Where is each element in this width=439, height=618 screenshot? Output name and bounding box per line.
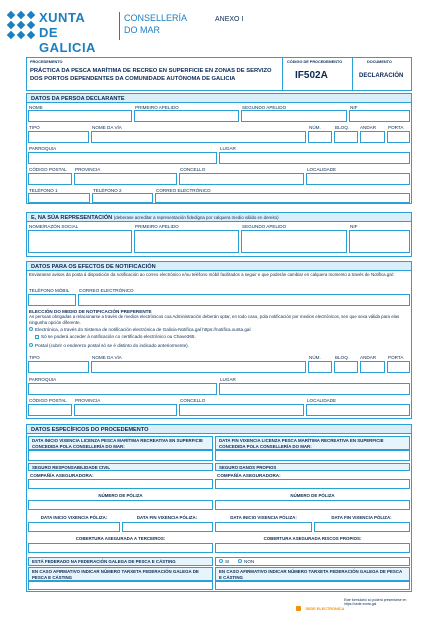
representative-title: E, NA SÚA REPRESENTACIÓN — [31, 215, 113, 221]
federated-yes-radio[interactable] — [219, 559, 223, 563]
rep-nif-field[interactable] — [349, 230, 410, 253]
tipo-label: TIPO — [29, 125, 40, 130]
start2-label: DATA INICIO VIXENCIA PÓLIZA: — [230, 515, 297, 520]
segundo-apelido-label: SEGUNDO APELIDO — [242, 105, 287, 110]
num-field[interactable] — [308, 131, 332, 143]
bloq-field[interactable] — [334, 131, 358, 143]
end1-field[interactable] — [122, 522, 213, 532]
rep-primeiro-apelido-label: PRIMEIRO APELIDO — [135, 224, 179, 229]
option-electronic-label: Electrónica, a través do Sistema de notificación electrónica de Galicia-Notifica.gal https://notifica.xunta.gal — [35, 327, 251, 332]
andar-field[interactable] — [360, 131, 385, 143]
nome-razon-label: NOME/RAZÓN SOCIAL — [29, 224, 79, 229]
notif-andar-label: ANDAR — [360, 355, 377, 360]
postal-radio[interactable] — [29, 343, 33, 347]
doc-value: DECLARACIÓN — [359, 73, 404, 79]
end2-field[interactable] — [314, 522, 410, 532]
notif-andar-field[interactable] — [360, 361, 385, 373]
federated-label: ESTÁ FEDERADO NA FEDERACIÓN GALEGA DE PESCA E CÁSTING — [28, 557, 213, 566]
localidade-label: LOCALIDADE — [307, 167, 337, 172]
notification-section — [26, 261, 412, 419]
start1-field[interactable] — [28, 522, 120, 532]
federated-yes-label: SI — [225, 559, 230, 564]
annex-label: ANEXO I — [215, 16, 244, 23]
insurer2-label: COMPAÑÍA ASEGURADORA: — [217, 473, 281, 478]
primeiro-apelido-field[interactable] — [134, 110, 239, 122]
notif-nome-via-label: NOME DA VÍA — [92, 355, 122, 360]
dept-line2: DO MAR — [124, 25, 160, 35]
choice-text: As persoas obrigadas a relacionarse a través de medios electrónicos coa Administración deberán optar, en todo caso, pola notificación por medios electrónicos, sen que sexa válida para elas ningunha opción diferente. — [29, 314, 400, 325]
nome-label: NOME — [29, 105, 43, 110]
card-right-label: EN CASO AFIRMATIVO INDICAR NÚMERO TARXETA FEDERACIÓN GALEGA DE PESCA E CÁSTING — [215, 567, 410, 581]
notif-lugar-label: LUGAR — [220, 377, 236, 382]
lugar-field[interactable] — [219, 152, 410, 164]
specific-title: DATOS ESPECÍFICOS DO PROCEDEMENTO — [26, 424, 412, 434]
dept-line1: CONSELLERÍA — [124, 13, 188, 23]
start-licence-field[interactable] — [28, 450, 213, 461]
electronic-radio[interactable] — [29, 327, 33, 331]
footer-note: Este formulario só poderá presentarse en https://sede.xunta.gal — [344, 598, 407, 606]
notif-codigo-postal-field[interactable] — [28, 404, 72, 416]
start-licence-label: DATA INICIO VIXENCIA LICENZA PESCA MARÍTIMA RECREATIVA EN SUPERFICIE CONCEDIDA POLA CONSELLERÍA DO MAR: — [28, 436, 213, 450]
nif-label: NIF — [350, 105, 358, 110]
segundo-apelido-field[interactable] — [241, 110, 347, 122]
coverage1-field[interactable] — [28, 543, 213, 553]
option-electronic-note: Só se poderá acceder á notificación co certificado electrónico ou Chave365. — [41, 334, 196, 339]
rep-nif-label: NIF — [350, 224, 358, 229]
porta-field[interactable] — [387, 131, 410, 143]
representative-header — [26, 212, 412, 222]
notif-concello-field[interactable] — [179, 404, 304, 416]
code-value: IF502A — [295, 70, 328, 81]
electronic-checkbox[interactable] — [35, 335, 39, 339]
telefono1-field[interactable] — [28, 193, 90, 203]
nome-via-field[interactable] — [91, 131, 306, 143]
nome-via-label: NOME DA VÍA — [92, 125, 122, 130]
correo-label: CORREO ELECTRÓNICO — [156, 188, 211, 193]
xunta-emblem-icon — [6, 10, 36, 40]
notif-localidade-field[interactable] — [306, 404, 410, 416]
logo-line2: DE GALICIA — [39, 25, 96, 55]
notif-codigo-postal-label: CÓDIGO POSTAL — [29, 398, 67, 403]
doc-label: DOCUMENTO — [367, 60, 392, 64]
telefono1-label: TELÉFONO 1 — [29, 188, 58, 193]
localidade-field[interactable] — [306, 173, 410, 185]
insurer1-label: COMPAÑÍA ASEGURADORA: — [30, 473, 94, 478]
declarant-title: DATOS DA PERSOA DECLARANTE — [26, 93, 412, 103]
end2-label: DATA FIN VIXENCIA PÓLIZA: — [331, 515, 392, 520]
notif-parroquia-label: PARROQUIA — [29, 377, 57, 382]
coverage1-label: COBERTURA ASEGURADA A TERCEIROS: — [75, 536, 166, 541]
notif-bloq-field[interactable] — [334, 361, 358, 373]
insurer2-field[interactable] — [215, 479, 410, 489]
notif-provincia-field[interactable] — [74, 404, 177, 416]
notif-porta-label: PORTA — [388, 355, 404, 360]
end1-label: DATA FIN VIXENCIA PÓLIZA: — [136, 515, 198, 520]
notif-correo-label: CORREO ELECTRÓNICO — [79, 288, 134, 293]
telefono-mobil-label: TELÉFONO MÓBIL — [29, 288, 70, 293]
notif-concello-label: CONCELLO — [180, 398, 206, 403]
codigo-postal-field[interactable] — [28, 173, 72, 185]
notif-tipo-label: TIPO — [29, 355, 40, 360]
notif-bloq-label: BLOQ. — [335, 355, 350, 360]
notif-provincia-label: PROVINCIA — [75, 398, 101, 403]
concello-label: CONCELLO — [180, 167, 206, 172]
option-postal-label: Postal (cubrir o enderezo postal só se é distinto do indicado anteriormente). — [35, 343, 189, 348]
nome-razon-field[interactable] — [28, 230, 132, 253]
notif-num-label: NÚM. — [309, 355, 321, 360]
notif-tipo-field[interactable] — [28, 361, 89, 373]
notification-title: DATOS PARA OS EFECTOS DE NOTIFICACIÓN — [26, 261, 412, 271]
start2-field[interactable] — [215, 522, 312, 532]
notif-correo-field[interactable] — [78, 294, 410, 306]
tipo-field[interactable] — [28, 131, 89, 143]
policy1-label: NÚMERO DE PÓLIZA — [98, 493, 143, 498]
policy2-field[interactable] — [215, 500, 410, 510]
notif-localidade-label: LOCALIDADE — [307, 398, 337, 403]
sede-label: SEDE ELECTRÓNICA — [305, 606, 345, 611]
telefono2-field[interactable] — [92, 193, 153, 203]
provincia-field[interactable] — [74, 173, 177, 185]
nome-field[interactable] — [28, 110, 132, 122]
porta-label: PORTA — [388, 125, 404, 130]
start1-label: DATA INICIO VIXENCIA PÓLIZA: — [40, 515, 108, 520]
representative-note: (deberase acreditar a representación fidedigna por calquera medio válido en dereito) — [113, 215, 279, 220]
parroquia-field[interactable] — [28, 152, 217, 164]
notif-nome-via-field[interactable] — [91, 361, 306, 373]
end-licence-field[interactable] — [215, 450, 410, 461]
rep-primeiro-apelido-field[interactable] — [134, 230, 239, 253]
federated-no-label: NON — [244, 559, 255, 564]
bloq-label: BLOQ. — [335, 125, 350, 130]
concello-field[interactable] — [179, 173, 304, 185]
provincia-label: PROVINCIA — [75, 167, 101, 172]
codigo-postal-label: CÓDIGO POSTAL — [29, 167, 67, 172]
civil-insurance-label: SEGURO RESPONSABILIDADE CIVIL — [28, 463, 213, 471]
policy2-label: NÚMERO DE PÓLIZA — [290, 493, 335, 498]
notif-num-field[interactable] — [308, 361, 332, 373]
card-left-field[interactable] — [28, 581, 213, 590]
notif-lugar-field[interactable] — [219, 383, 410, 395]
telefono2-label: TELÉFONO 2 — [93, 188, 122, 193]
procedure-title: PRÁCTICA DA PESCA MARÍTIMA DE RECREO EN SUPERFICIE EN ZONAS DE SERVIZO DOS PORTOS DEPENDENTES DA COMUNIDADE AUTÓNOMA DE GALICIA — [30, 68, 272, 82]
nif-field[interactable] — [349, 110, 410, 122]
policy1-field[interactable] — [28, 500, 213, 510]
xunta-logo — [6, 7, 118, 55]
notif-parroquia-field[interactable] — [28, 383, 217, 395]
telefono-mobil-field[interactable] — [28, 294, 76, 306]
choice-title: ELECCIÓN DO MEDIO DE NOTIFICACIÓN PREFERENTE — [29, 309, 152, 314]
coverage2-label: COBERTURA ASEGURADA RISCOS PROPIOS: — [263, 536, 362, 541]
rep-segundo-apelido-field[interactable] — [241, 230, 347, 253]
sede-badge — [296, 600, 345, 611]
parroquia-label: PARROQUIA — [29, 146, 57, 151]
correo-field[interactable] — [155, 193, 410, 203]
notification-intro: Enviaranse avisos da posta á disposición da notificación ao correo electrónico e/ou teléfono móbil facilitados a seguir e que poderán cambiar en calquera momento a través de Notifica.gal: — [29, 272, 394, 277]
notif-porta-field[interactable] — [387, 361, 410, 373]
logo-line1: XUNTA — [39, 10, 86, 25]
federated-no-radio[interactable] — [238, 559, 242, 563]
andar-label: ANDAR — [360, 125, 377, 130]
code-label: CÓDIGO DE PROCEDEMENTO — [287, 60, 343, 64]
lugar-label: LUGAR — [220, 146, 236, 151]
primeiro-apelido-label: PRIMEIRO APELIDO — [135, 105, 179, 110]
procedure-box — [26, 57, 412, 91]
coverage2-field[interactable] — [215, 543, 410, 553]
insurer1-field[interactable] — [28, 479, 213, 489]
num-label: NÚM. — [309, 125, 321, 130]
card-left-label: EN CASO AFIRMATIVO INDICAR NÚMERO TARXETA FEDERACIÓN GALEGA DE PESCA E CÁSTING — [28, 567, 213, 581]
rep-segundo-apelido-label: SEGUNDO APELIDO — [242, 224, 287, 229]
end-licence-label: DATA FIN VIXENCIA LICENZA PESCA MARÍTIMA RECREATIVA EN SUPERFICIE CONCEDIDA POLA CONSELLERÍA DO MAR: — [215, 436, 410, 450]
procedure-label: PROCEDEMENTO — [30, 60, 63, 64]
sede-icon — [296, 606, 301, 611]
own-damage-label: SEGURO DANOS PROPIOS — [215, 463, 410, 471]
card-right-field[interactable] — [215, 581, 410, 590]
